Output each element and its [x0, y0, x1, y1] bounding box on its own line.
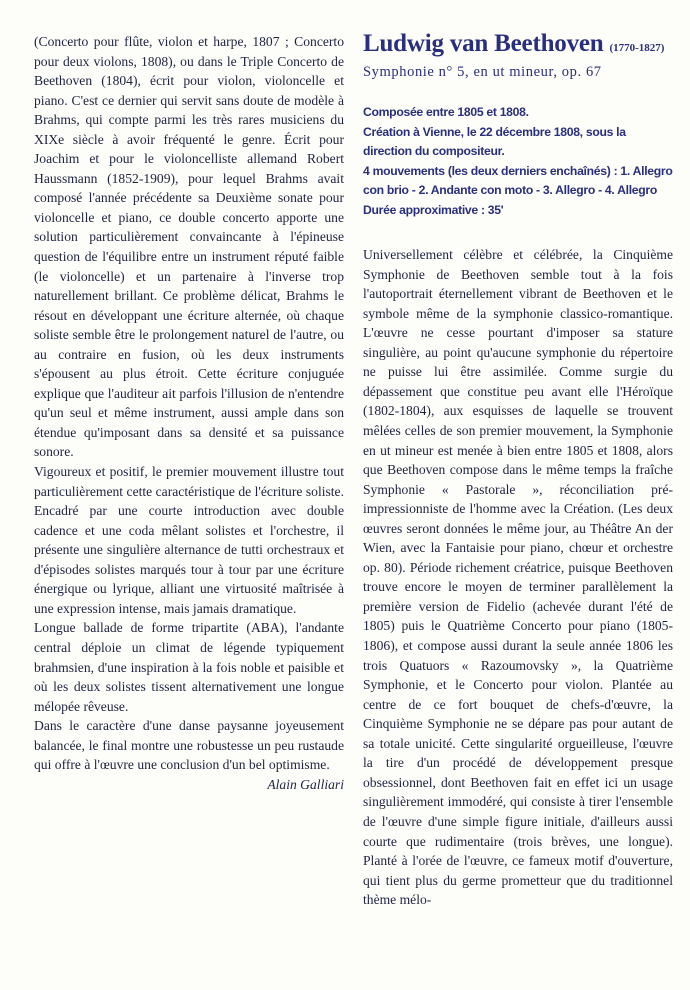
paragraph-andante: Longue ballade de forme tripartite (ABA), l'andante central déploie un climat de légende typiquement brahmsien, d'une inspiration à la fois noble et paisible et où les deux solistes tissent alternativement une longue mélopée rêveuse. — [34, 620, 344, 714]
paragraph-brahms-intro: (Concerto pour flûte, violon et harpe, 1807 ; Concerto pour deux violons, 1808), ou dans le Triple Concerto de Beethoven (1804), écrit pour violon, violoncelle et piano. C'est ce dernier qui servit sans doute de modèle à Brahms, qui compte parmi les très rares musiciens du XIXe siècle à avoir fréquenté le genre. Écrit pour Joachim et pour le violoncelliste allemand Robert Haussmann (1852-1909), pour lequel Brahms avait composé l'année précédente sa Deuxième sonate pour violoncelle et piano, ce double concerto apporte une solution particulièrement convaincante à l'épineuse question de l'équilibre entre un instrument réputé faible (le violoncelle) et un partenaire à l'inverse trop naturellement brillant. Ce problème délicat, Brahms le résout en développant une écriture alternée, où chaque soliste semble être le prolongement naturel de l'autre, ou au contraire en fusion, où les deux instruments s'épousent au plus étroit. Cette écriture conjuguée explique que l'auditeur ait parfois l'illusion de n'entendre qu'un seul et même instrument, aussi ample dans son étendue qu'imposant dans sa densité et sa puissance sonore. — [34, 34, 344, 460]
composer-dates: (1770-1827) — [609, 42, 665, 54]
right-column — [363, 32, 673, 910]
info-premiere: Création à Vienne, le 22 décembre 1808, sous la direction du compositeur. — [363, 124, 626, 159]
author-signature: Alain Galliari — [267, 776, 344, 792]
paragraph-finale — [34, 716, 344, 792]
info-duration: Durée approximative : 35' — [363, 202, 504, 217]
paragraph-finale-text: Dans le caractère d'une danse paysanne joyeusement balancée, le final montre une robustesse un peu rustaude qui offre à l'œuvre une conclusion d'un bel optimisme. — [34, 718, 344, 773]
work-info-block — [363, 103, 673, 220]
work-heading — [363, 30, 673, 59]
paragraph-first-movement: Vigoureux et positif, le premier mouvement illustre tout particulièrement cette caractéristique de l'écriture soliste. Encadré par une courte introduction avec double cadence et une coda mêlant solistes et l'orchestre, il présente une singulière alternance de tutti orchestraux et d'épisodes solistes marqués tour à tour par une écriture énergique ou lyrique, alliant une virtuosité maîtrisée à une expression intense, mais jamais dramatique. — [34, 464, 344, 616]
info-movements: 4 mouvements (les deux derniers enchaînés) : 1. Allegro con brio - 2. Andante con moto - 3. Allegro - 4. Allegro — [363, 163, 673, 198]
paragraph-fifth-symphony: Universellement célèbre et célébrée, la Cinquième Symphonie de Beethoven semble tout à la fois l'autoportrait éternellement vibrant de Beethoven et le symbole même de la symphonie classico-romantique. L'œuvre ne cesse pourtant d'imposer sa stature singulière, au point qu'aucune symphonie du répertoire ne puisse lui être assimilée. Comme surgie du dépassement que constitue peu avant elle l'Héroïque (1802-1804), aux esquisses de laquelle se trouvent mêlées celles de son premier mouvement, la Symphonie en ut mineur est menée à bien entre 1805 et 1808, alors que Beethoven compose dans le même temps la fraîche Symphonie « Pastorale », réconciliation pré-impressionniste de l'homme avec la Création. (Les deux œuvres seront données le même jour, au Théâtre An der Wien, avec la Fantaisie pour piano, chœur et orchestre op. 80). Période richement créatrice, puisque Beethoven trouve encore le moyen de terminer parallèlement la première version de Fidelio (achevée durant l'été de 1805) puis le Quatrième Concerto pour piano (1805-1806), et compose aussi durant la seule année 1806 les trois Quatuors « Razoumovsky », la Quatrième Symphonie, et le Concerto pour violon. Plantée au centre de ce fort bouquet de chefs-d'œuvre, la Cinquième Symphonie ne se dépare pas pour autant de sa totale unicité. Cette singularité orgueilleuse, l'œuvre la tire d'un procédé de développement presque obsessionnel, dont Beethoven fait en effet ici un usage singulièrement immodéré, qui consiste à tirer l'ensemble de l'œuvre d'une simple figure initiale, d'ailleurs aussi courte que rudimentaire (trois brèves, une longue). Planté à l'orée de l'œuvre, ce fameux motif d'ouverture, qui tient plus du germe prometteur que du traditionnel thème mélo- — [363, 247, 673, 908]
composer-name: Ludwig van Beethoven — [363, 30, 604, 57]
work-title: Symphonie n° 5, en ut mineur, op. 67 — [363, 63, 602, 80]
info-composition-date: Composée entre 1805 et 1808. — [363, 105, 529, 120]
left-column — [34, 32, 344, 794]
